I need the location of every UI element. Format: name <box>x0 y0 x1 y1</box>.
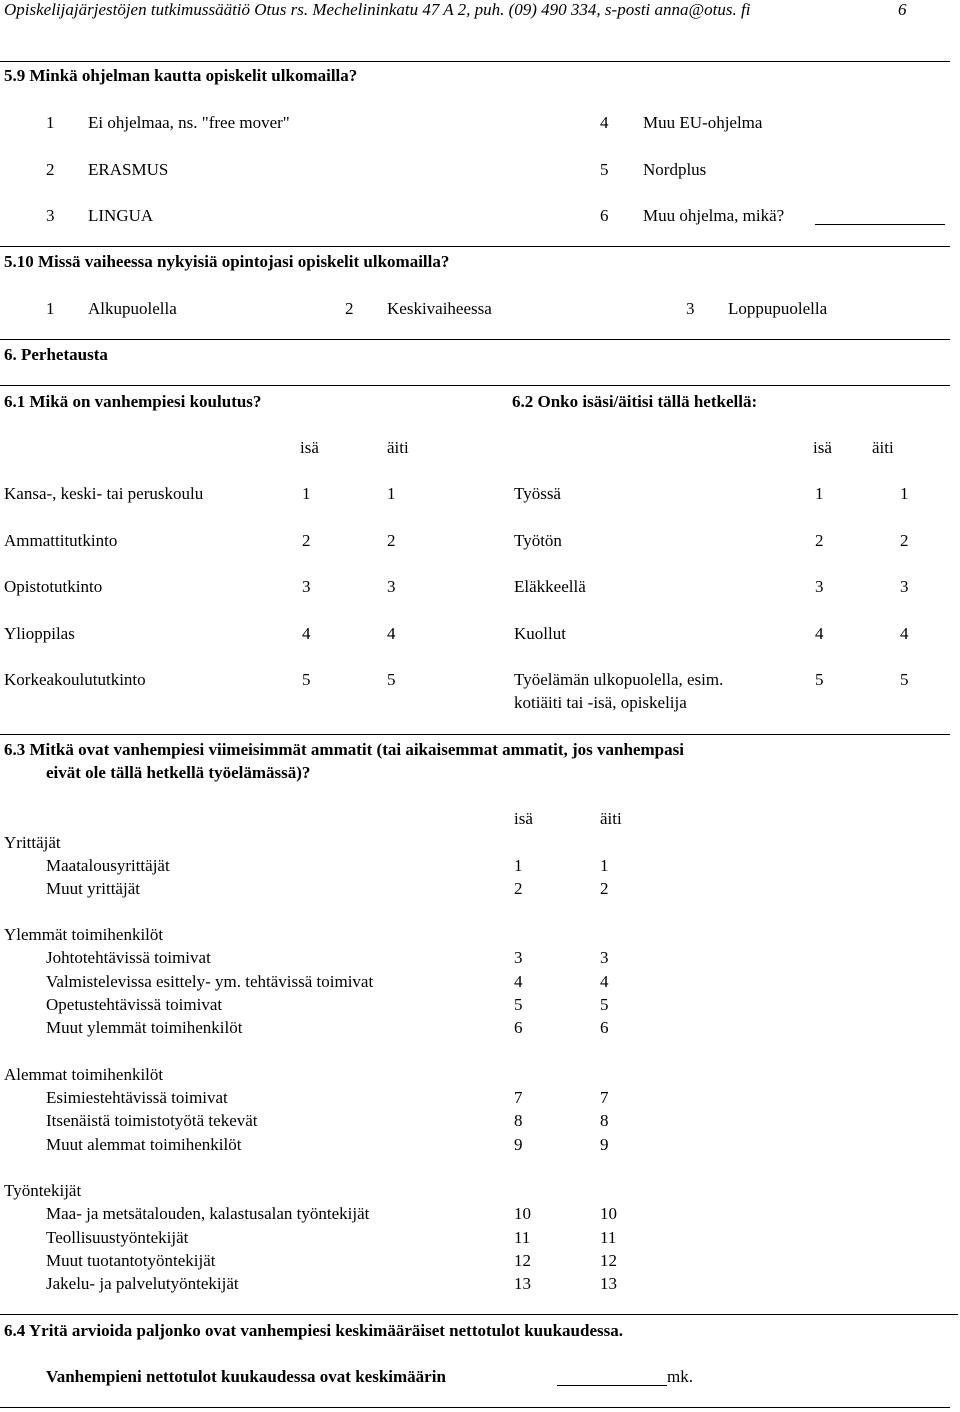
mother-code[interactable]: 4 <box>387 624 396 643</box>
other-program-blank[interactable] <box>815 224 945 225</box>
occupation-label: Muut yrittäjät <box>46 879 140 898</box>
father-code[interactable]: 1 <box>815 484 824 503</box>
column-header-father: isä <box>300 438 319 457</box>
occupation-group-title: Alemmat toimihenkilöt <box>4 1065 164 1084</box>
father-code[interactable]: 4 <box>514 972 523 991</box>
option-number: 3 <box>686 299 695 318</box>
mother-code[interactable]: 7 <box>600 1088 609 1107</box>
father-code[interactable]: 1 <box>302 484 311 503</box>
column-header-father: isä <box>813 438 832 457</box>
option-label: Loppupuolella <box>728 299 828 318</box>
status-label: Työssä <box>514 484 561 503</box>
page-number: 6 <box>898 0 907 19</box>
father-code[interactable]: 13 <box>514 1274 531 1293</box>
divider <box>0 385 950 386</box>
option-number: 2 <box>345 299 354 318</box>
education-label: Korkeakoulututkinto <box>4 670 146 689</box>
father-code[interactable]: 7 <box>514 1088 523 1107</box>
divider <box>0 1314 958 1315</box>
status-label: Kuollut <box>514 624 566 643</box>
occupation-label: Valmistelevissa esittely- ym. tehtävissä toimivat <box>46 972 374 991</box>
income-blank[interactable] <box>557 1385 667 1386</box>
father-code[interactable]: 5 <box>815 670 824 689</box>
income-statement: Vanhempieni nettotulot kuukaudessa ovat keskimäärin <box>46 1367 446 1386</box>
option-label: LINGUA <box>88 206 154 225</box>
option-number: 1 <box>46 299 55 318</box>
option-number: 6 <box>600 206 609 225</box>
father-code[interactable]: 1 <box>514 856 523 875</box>
father-code[interactable]: 4 <box>815 624 824 643</box>
father-code[interactable]: 3 <box>302 577 311 596</box>
occupation-label: Muut alemmat toimihenkilöt <box>46 1135 242 1154</box>
father-code[interactable]: 12 <box>514 1251 531 1270</box>
page-header: Opiskelijajärjestöjen tutkimussäätiö Otus rs. Mechelininkatu 47 A 2, puh. (09) 490 334, s-posti anna@otus. fi <box>4 0 751 19</box>
status-label: Työelämän ulkopuolella, esim. <box>514 670 724 689</box>
column-header-father: isä <box>514 809 533 828</box>
option-number: 1 <box>46 113 55 132</box>
occupation-label: Maa- ja metsätalouden, kalastusalan työntekijät <box>46 1204 370 1223</box>
father-code[interactable]: 2 <box>815 531 824 550</box>
option-label: Muu EU-ohjelma <box>643 113 763 132</box>
option-label: Alkupuolella <box>88 299 177 318</box>
father-code[interactable]: 2 <box>514 879 523 898</box>
status-label: Työtön <box>514 531 562 550</box>
father-code[interactable]: 11 <box>514 1228 531 1247</box>
option-label: Muu ohjelma, mikä? <box>643 206 785 225</box>
father-code[interactable]: 6 <box>514 1018 523 1037</box>
mother-code[interactable]: 12 <box>600 1251 617 1270</box>
mother-code[interactable]: 9 <box>600 1135 609 1154</box>
divider <box>0 61 950 62</box>
question-6-3: 6.3 Mitkä ovat vanhempiesi viimeisimmät ammatit (tai aikaisemmat ammatit, jos vanhempasi <box>4 740 684 759</box>
occupation-group-title: Työntekijät <box>4 1181 82 1200</box>
father-code[interactable]: 3 <box>815 577 824 596</box>
question-5-9: 5.9 Minkä ohjelman kautta opiskelit ulkomailla? <box>4 66 358 85</box>
option-number: 3 <box>46 206 55 225</box>
option-label: Nordplus <box>643 160 707 179</box>
occupation-label: Opetustehtävissä toimivat <box>46 995 223 1014</box>
father-code[interactable]: 9 <box>514 1135 523 1154</box>
occupation-group-title: Yrittäjät <box>4 833 61 852</box>
mother-code[interactable]: 2 <box>900 531 909 550</box>
section-6-title: 6. Perhetausta <box>4 345 108 364</box>
option-label: Keskivaiheessa <box>387 299 492 318</box>
status-label: Eläkkeellä <box>514 577 586 596</box>
occupation-label: Jakelu- ja palvelutyöntekijät <box>46 1274 239 1293</box>
divider <box>0 339 950 340</box>
question-6-2: 6.2 Onko isäsi/äitisi tällä hetkellä: <box>512 392 758 411</box>
father-code[interactable]: 2 <box>302 531 311 550</box>
mother-code[interactable]: 2 <box>387 531 396 550</box>
mother-code[interactable]: 2 <box>600 879 609 898</box>
occupation-label: Itsenäistä toimistotyötä tekevät <box>46 1111 258 1130</box>
question-6-3-continued: eivät ole tällä hetkellä työelämässä)? <box>46 763 311 782</box>
mother-code[interactable]: 11 <box>600 1228 617 1247</box>
option-label: Ei ohjelmaa, ns. "free mover" <box>88 113 290 132</box>
option-number: 2 <box>46 160 55 179</box>
mother-code[interactable]: 4 <box>600 972 609 991</box>
father-code[interactable]: 8 <box>514 1111 523 1130</box>
column-header-mother: äiti <box>872 438 894 457</box>
occupation-label: Teollisuustyöntekijät <box>46 1228 189 1247</box>
occupation-label: Muut ylemmät toimihenkilöt <box>46 1018 243 1037</box>
mother-code[interactable]: 5 <box>600 995 609 1014</box>
education-label: Ylioppilas <box>4 624 75 643</box>
education-label: Ammattitutkinto <box>4 531 118 550</box>
mother-code[interactable]: 3 <box>387 577 396 596</box>
option-label: ERASMUS <box>88 160 169 179</box>
father-code[interactable]: 3 <box>514 948 523 967</box>
occupation-label: Johtotehtävissä toimivat <box>46 948 211 967</box>
father-code[interactable]: 5 <box>302 670 311 689</box>
divider <box>0 1407 950 1408</box>
mother-code[interactable]: 1 <box>900 484 909 503</box>
mother-code[interactable]: 3 <box>600 948 609 967</box>
mother-code[interactable]: 5 <box>900 670 909 689</box>
option-number: 4 <box>600 113 609 132</box>
mother-code[interactable]: 1 <box>600 856 609 875</box>
mother-code[interactable]: 6 <box>600 1018 609 1037</box>
education-label: Kansa-, keski- tai peruskoulu <box>4 484 204 503</box>
mother-code[interactable]: 1 <box>387 484 396 503</box>
column-header-mother: äiti <box>387 438 409 457</box>
mother-code[interactable]: 5 <box>387 670 396 689</box>
education-label: Opistotutkinto <box>4 577 103 596</box>
father-code[interactable]: 4 <box>302 624 311 643</box>
column-header-mother: äiti <box>600 809 622 828</box>
option-number: 5 <box>600 160 609 179</box>
father-code[interactable]: 10 <box>514 1204 531 1223</box>
mother-code[interactable]: 10 <box>600 1204 617 1223</box>
occupation-label: Maatalousyrittäjät <box>46 856 170 875</box>
question-5-10: 5.10 Missä vaiheessa nykyisiä opintojasi opiskelit ulkomailla? <box>4 252 450 271</box>
occupation-group-title: Ylemmät toimihenkilöt <box>4 925 164 944</box>
occupation-label: Muut tuotantotyöntekijät <box>46 1251 216 1270</box>
mother-code[interactable]: 8 <box>600 1111 609 1130</box>
question-6-1: 6.1 Mikä on vanhempiesi koulutus? <box>4 392 262 411</box>
divider <box>0 246 950 247</box>
occupation-label: Esimiestehtävissä toimivat <box>46 1088 228 1107</box>
mother-code[interactable]: 4 <box>900 624 909 643</box>
status-label-continued: kotiäiti tai -isä, opiskelija <box>514 693 687 712</box>
currency-unit: mk. <box>667 1367 693 1386</box>
divider <box>0 734 950 735</box>
question-6-4: 6.4 Yritä arvioida paljonko ovat vanhempiesi keskimääräiset nettotulot kuukaudessa. <box>4 1321 623 1340</box>
father-code[interactable]: 5 <box>514 995 523 1014</box>
mother-code[interactable]: 3 <box>900 577 909 596</box>
mother-code[interactable]: 13 <box>600 1274 617 1293</box>
